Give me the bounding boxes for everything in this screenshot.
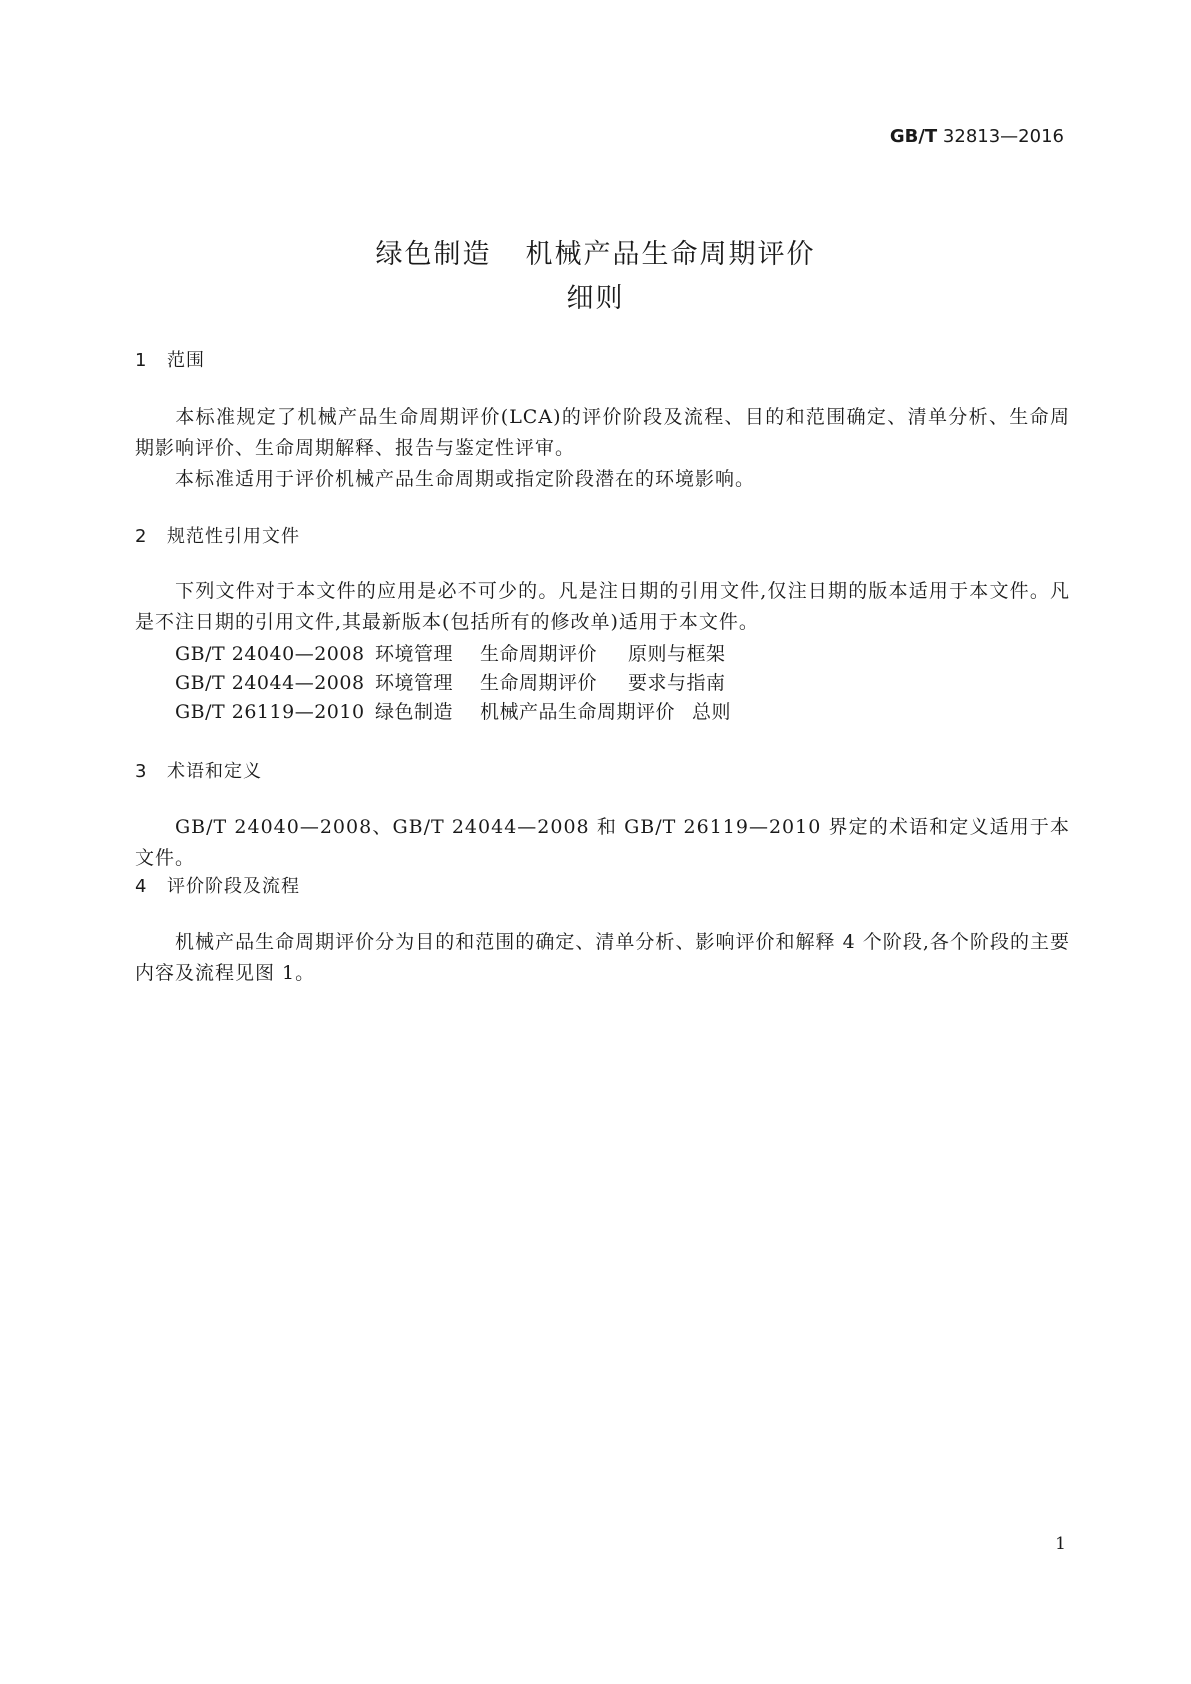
- section-number: 2: [135, 526, 148, 547]
- paragraph: 本标准规定了机械产品生命周期评价(LCA)的评价阶段及流程、目的和范围确定、清单分析、生命周期影响评价、生命周期解释、报告与鉴定性评审。: [135, 406, 1070, 459]
- paragraph: 本标准适用于评价机械产品生命周期或指定阶段潜在的环境影响。: [175, 468, 756, 490]
- section-heading-terms-and-definitions: [135, 757, 262, 783]
- document-subtitle: 细则: [566, 283, 625, 314]
- section-heading-evaluation-stages: [135, 872, 300, 898]
- document-title: [0, 232, 1191, 271]
- section-title: 术语和定义: [167, 761, 262, 782]
- section-heading-scope: [135, 346, 205, 372]
- standard-code-prefix: GB/T: [889, 126, 938, 147]
- section-number: 3: [135, 761, 148, 782]
- section-title: 规范性引用文件: [167, 526, 300, 547]
- reference-item: GB/T 24040—2008 环境管理 生命周期评价 原则与框架: [175, 643, 726, 665]
- section-number: 4: [135, 876, 148, 897]
- page-number: 1: [1055, 1534, 1066, 1554]
- title-part-2: 机械产品生命周期评价: [525, 239, 816, 270]
- section-title: 评价阶段及流程: [167, 876, 300, 897]
- section-title: 范围: [167, 350, 205, 371]
- title-part-1: 绿色制造: [375, 239, 492, 270]
- standard-code: [890, 126, 1064, 147]
- reference-item: GB/T 24044—2008 环境管理 生命周期评价 要求与指南: [175, 672, 726, 694]
- paragraph: 下列文件对于本文件的应用是必不可少的。凡是注日期的引用文件,仅注日期的版本适用于本文件。凡是不注日期的引用文件,其最新版本(包括所有的修改单)适用于本文件。: [135, 580, 1070, 633]
- paragraph: GB/T 24040—2008、GB/T 24044—2008 和 GB/T 26119—2010 界定的术语和定义适用于本文件。: [135, 816, 1070, 869]
- section-number: 1: [135, 350, 148, 371]
- standard-code-number: 32813—2016: [942, 126, 1064, 147]
- section-heading-normative-references: [135, 522, 300, 548]
- reference-item: GB/T 26119—2010 绿色制造 机械产品生命周期评价 总则: [175, 701, 732, 723]
- paragraph: 机械产品生命周期评价分为目的和范围的确定、清单分析、影响评价和解释 4 个阶段,各个阶段的主要内容及流程见图 1。: [135, 931, 1070, 984]
